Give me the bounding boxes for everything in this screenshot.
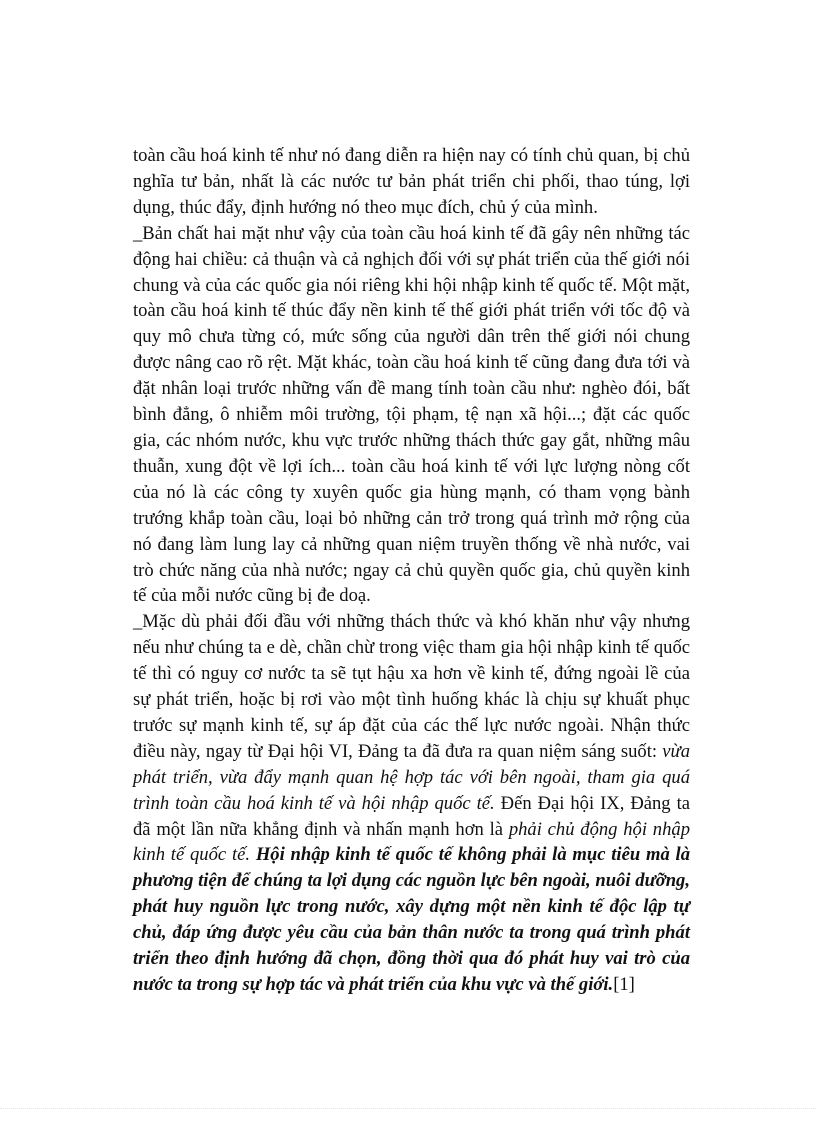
- text-run: Đến Đại hội IX, Đảng ta đã một lần nữa khẳng định và nhấn mạnh hơn là: [133, 792, 690, 840]
- text-run: _Mặc dù phải đối đầu với những thách thức và khó khăn như vậy nhưng nếu như chúng ta e dè, chần chừ trong việc tham gia hội nhập kinh tế quốc tế thì có nguy cơ nước ta sẽ tụt hậu xa hơn về kinh tế, đứng ngoài lề của sự phát triển, hoặc bị rơi vào một tình huống khác là chịu sự khuất phục trước sự mạnh kinh tế, sự áp đặt của các thế lực nước ngoài. Nhận thức điều này, ngay từ Đại hội VI, Đảng ta đã đưa ra quan niệm sáng suốt:: [133, 611, 690, 762]
- paragraph: [133, 609, 690, 998]
- paragraph: [133, 143, 690, 221]
- bold-italic-quote: Hội nhập kinh tế quốc tế không phải là mục tiêu mà là phương tiện để chúng ta lợi dụng các nguồn lực bên ngoài, nuôi dưỡng, phát huy nguồn lực trong nước, xây dựng một nền kinh tế độc lập tự chủ, đáp ứng được yêu cầu của bản thân nước ta trong quá trình phát triển theo định hướng đã chọn, đồng thời qua đó phát huy vai trò của nước ta trong sự hợp tác và phát triển của khu vực và thế giới.: [133, 844, 690, 995]
- text-run: _Bản chất hai mặt như vậy của toàn cầu hoá kinh tế đã gây nên những tác động hai chiều: cả thuận và cả nghịch đối với sự phát triển của thế giới nói chung và của các quốc gia nói riêng khi hội nhập kinh tế quốc tế. Một mặt, toàn cầu hoá kinh tế thúc đẩy nền kinh tế thế giới phát triển với tốc độ và quy mô chưa từng có, mức sống của người dân trên thế giới nói chung được nâng cao rõ rệt. Mặt khác, toàn cầu hoá kinh tế cũng đang đưa tới và đặt nhân loại trước những vấn đề mang tính toàn cầu như: nghèo đói, bất bình đẳng, ô nhiễm môi trường, tội phạm, tệ nạn xã hội...; đặt các quốc gia, các nhóm nước, khu vực trước những thách thức gay gắt, những mâu thuẫn, xung đột về lợi ích... toàn cầu hoá kinh tế với lực lượng nòng cốt của nó là các công ty xuyên quốc gia hùng mạnh, có tham vọng bành trướng khắp toàn cầu, loại bỏ những cản trở trong quá trình mở rộng của nó đang làm lung lay cả những quan niệm truyền thống về nhà nước, vai trò chức năng của nhà nước; ngay cả chủ quyền quốc gia, chủ quyền kinh tế của mỗi nước cũng bị đe doạ.: [133, 222, 690, 607]
- page-bottom-rule: [0, 1108, 816, 1109]
- text-run: [1]: [613, 974, 635, 995]
- italic-quote: vừa phát triển, vừa đẩy mạnh quan hệ hợp tác với bên ngoài, tham gia quá trình toàn cầu hoá kinh tế và hội nhập quốc tế.: [133, 740, 690, 814]
- italic-quote: phải chủ động hội nhập kinh tế quốc tế.: [133, 818, 690, 866]
- body-text: [133, 143, 690, 998]
- text-run: toàn cầu hoá kinh tế như nó đang diễn ra hiện nay có tính chủ quan, bị chủ nghĩa tư bản, nhất là các nước tư bản phát triển chi phối, thao túng, lợi dụng, thúc đẩy, định hướng nó theo mục đích, chủ ý của mình.: [133, 145, 690, 218]
- paragraph: [133, 221, 690, 610]
